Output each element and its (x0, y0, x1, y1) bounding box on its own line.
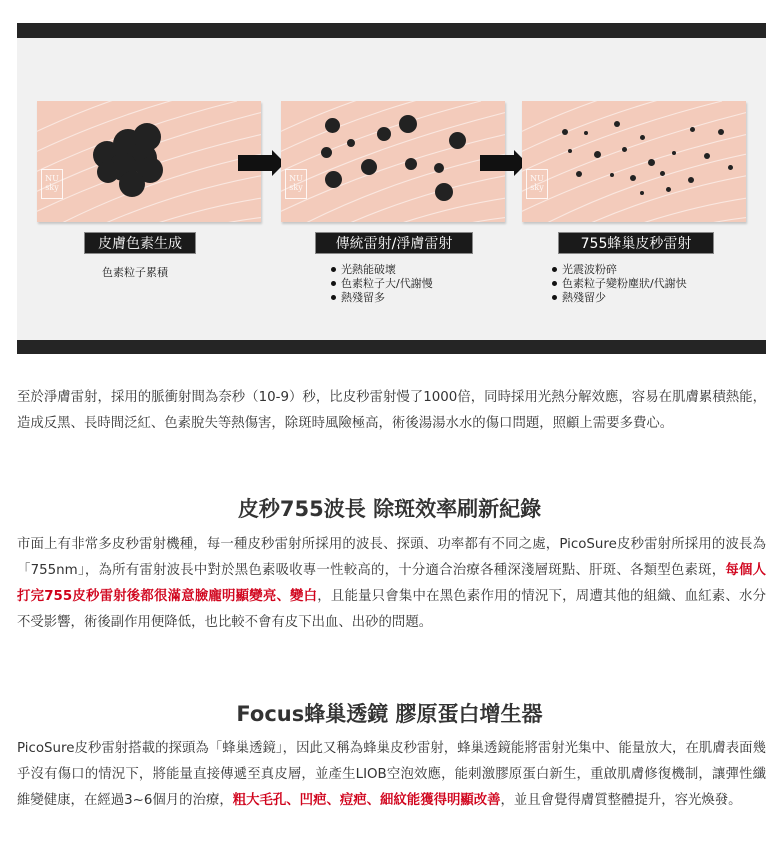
pigment-particle (449, 132, 466, 149)
pigment-dust (718, 129, 724, 135)
pigment-particle (321, 147, 332, 158)
pigment-particle (325, 171, 342, 188)
pigment-particle (347, 139, 355, 147)
bullet-item: 色素粒子變粉塵狀/代謝快 (552, 277, 687, 291)
highlight-text: 粗大毛孔、凹疤、痘疤、細紋能獲得明顯改善 (232, 793, 501, 808)
paragraph-focus-lens: PicoSure皮秒雷射搭載的探頭為「蜂巢透鏡」，因此又稱為蜂巢皮秒雷射，蜂巢透鏡能將雷射光集中、能量放大，在肌膚表面幾乎沒有傷口的情況下，將能量直接傳遞至真皮層，並產生LIOB空泡效應，能刺激膠原蛋白新生，重啟肌膚修復機制，讓彈性纖維變健康，在經過3~6個月的治療，粗大毛孔、凹疤、痘疤、細紋能獲得明顯改善，並且會覺得膚質整體提升，容光煥發。 (17, 741, 766, 808)
pigment-dust (728, 165, 733, 170)
pigment-dust (584, 131, 588, 135)
infographic (17, 23, 766, 354)
pigment-dust (690, 127, 695, 132)
bullet-dot-icon (552, 281, 557, 286)
bottom-band (17, 340, 766, 354)
brand-logo: NU sky (285, 169, 307, 199)
bullet-dot-icon (552, 267, 557, 272)
skin-texture (281, 101, 505, 222)
brand-logo: NU sky (41, 169, 63, 199)
panel-pigment-formation (37, 101, 261, 222)
bullet-dot-icon (331, 267, 336, 272)
pigment-particle (435, 183, 453, 201)
pigment-dust (666, 187, 671, 192)
paragraph-laser-comparison: 至於淨膚雷射，採用的脈衝射間為奈秒（10-9）秒，比皮秒雷射慢了1000倍，同時採用光熱分解效應，容易在肌膚累積熱能，造成反黑、長時間泛紅、色素脫失等熱傷害，除斑時風險極高，術後湯湯水水的傷口問題，照顧上需要多費心。 (17, 390, 766, 431)
highlight-text: 每個人打完755皮秒雷射後都很滿意臉龐明顯變亮、變白 (17, 563, 767, 604)
pigment-dust (660, 171, 665, 176)
bullet-item: 色素粒子大/代謝慢 (331, 277, 433, 291)
pigment-dust (562, 129, 568, 135)
bullet-item: 光震波粉碎 (552, 263, 687, 277)
pigment-cluster (119, 171, 145, 197)
note-pigment-accumulation: 色素粒子累積 (102, 266, 168, 279)
panel-picosure-laser (522, 101, 746, 222)
bullet-list-picosure (552, 263, 687, 305)
pigment-dust (594, 151, 601, 158)
pigment-cluster (97, 161, 119, 183)
bullet-dot-icon (331, 281, 336, 286)
pigment-dust (610, 173, 614, 177)
bullet-item: 熱殘留多 (331, 291, 433, 305)
bullet-list-traditional (331, 263, 433, 305)
pigment-dust (630, 175, 636, 181)
panel-traditional-laser (281, 101, 505, 222)
top-band (17, 23, 766, 38)
bullet-dot-icon (552, 295, 557, 300)
pigment-dust (622, 147, 627, 152)
skin-texture (522, 101, 746, 222)
bullet-item: 熱殘留少 (552, 291, 687, 305)
caption-traditional-laser: 傳統雷射/淨膚雷射 (315, 232, 473, 254)
pigment-particle (377, 127, 391, 141)
caption-picosure-laser: 755蜂巢皮秒雷射 (558, 232, 714, 254)
pigment-dust (640, 135, 645, 140)
pigment-dust (614, 121, 620, 127)
bullet-dot-icon (331, 295, 336, 300)
brand-logo: NU sky (526, 169, 548, 199)
pigment-particle (405, 158, 417, 170)
pigment-dust (648, 159, 655, 166)
pigment-particle (325, 118, 340, 133)
section-heading-focus-lens: Focus蜂巢透鏡 膠原蛋白增生器 (236, 702, 543, 726)
bullet-item: 光熱能破壞 (331, 263, 433, 277)
pigment-dust (672, 151, 676, 155)
pigment-dust (704, 153, 710, 159)
section-heading-755-wavelength: 皮秒755波長 除斑效率刷新紀錄 (237, 497, 542, 521)
pigment-dust (568, 149, 572, 153)
pigment-particle (361, 159, 377, 175)
pigment-dust (688, 177, 694, 183)
pigment-dust (576, 171, 582, 177)
pigment-particle (399, 115, 417, 133)
paragraph-755-wavelength: 市面上有非常多皮秒雷射機種，每一種皮秒雷射所採用的波長、探頭、功率都有不同之處，PicoSure皮秒雷射所採用的波長為「755nm」，為所有雷射波長中對於黑色素吸收專一性較高的，十分適合治療各種深淺層斑點、肝斑、各類型色素斑，每個人打完755皮秒雷射後都很滿意臉龐明顯變亮、變白，且能量只會集中在黑色素作用的情況下，周遭其他的組織、血紅素、水分不受影響，術後副作用便降低，也比較不會有皮下出血、出砂的問題。 (17, 537, 767, 630)
caption-pigment-formation: 皮膚色素生成 (84, 232, 196, 254)
pigment-dust (640, 191, 644, 195)
pigment-particle (434, 163, 444, 173)
